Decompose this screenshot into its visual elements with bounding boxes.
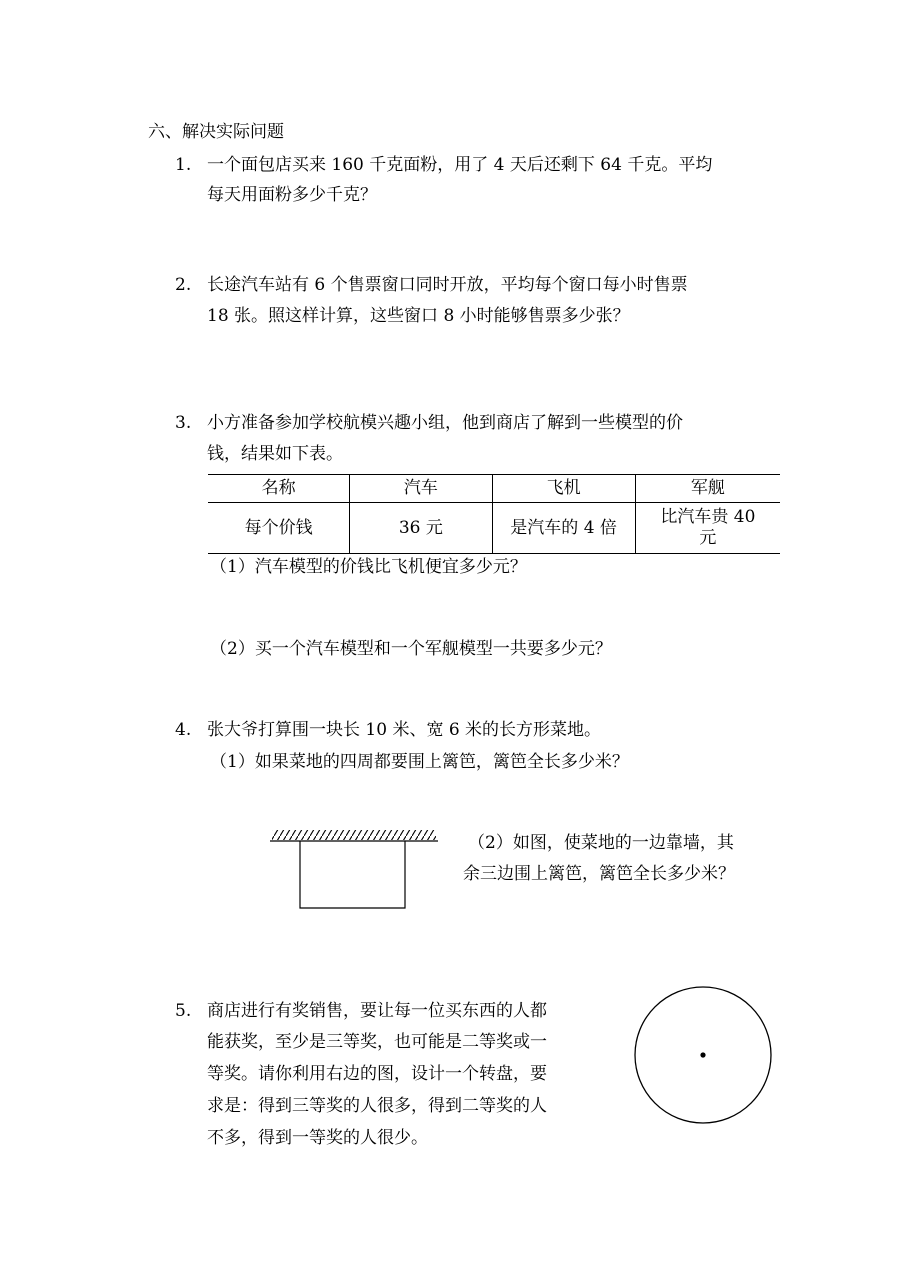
- problem-text-line: 不多，得到一等奖的人很少。: [207, 1128, 428, 1148]
- problem-text-line: 能获奖，至少是三等奖，也可能是二等奖或一: [207, 1032, 547, 1052]
- problem-text-line: 小方准备参加学校航模兴趣小组，他到商店了解到一些模型的价: [207, 413, 683, 433]
- price-table: [208, 474, 780, 554]
- problem-text-line: 商店进行有奖销售，要让每一位买东西的人都: [207, 1001, 547, 1021]
- problem-text-line: 钱，结果如下表。: [207, 444, 343, 464]
- wall-garden-diagram: [268, 826, 440, 912]
- sub-question: （1）汽车模型的价钱比飞机便宜多少元？: [210, 557, 527, 577]
- table-header-cell: 飞机: [492, 475, 635, 503]
- table-cell-line: 元: [699, 528, 717, 548]
- problem-text-line: 18 张。照这样计算，这些窗口 8 小时能够售票多少张？: [207, 306, 630, 326]
- problem-text-line: 长途汽车站有 6 个售票窗口同时开放，平均每个窗口每小时售票: [207, 275, 688, 295]
- problem-number: 3.: [175, 413, 192, 433]
- wall-hatching: [272, 830, 436, 840]
- problem-text-line: 张大爷打算围一块长 10 米、宽 6 米的长方形菜地。: [207, 720, 602, 740]
- table-header-cell: 军舰: [635, 475, 780, 503]
- table-row: [208, 503, 780, 554]
- problem-text-line: 一个面包店买来 160 千克面粉，用了 4 天后还剩下 64 千克。平均: [207, 155, 713, 175]
- problem-text-line: 求是：得到三等奖的人很多，得到二等奖的人: [207, 1096, 547, 1116]
- table-header-cell: 名称: [208, 475, 350, 503]
- sub-question: （2）买一个汽车模型和一个军舰模型一共要多少元？: [210, 639, 612, 659]
- problem-text-line: 等奖。请你利用右边的图，设计一个转盘，要: [207, 1064, 547, 1084]
- sub-question-line: （2）如图，使菜地的一边靠墙，其: [468, 833, 734, 853]
- table-cell: 是汽车的 4 倍: [492, 503, 635, 554]
- problem-number: 4.: [175, 720, 192, 740]
- problem-number: 1.: [175, 155, 192, 175]
- table-cell: [635, 503, 780, 554]
- spinner-center-dot: [700, 1052, 705, 1057]
- problem-number: 2.: [175, 275, 192, 295]
- table-header-row: [208, 475, 780, 503]
- problem-text-line: 每天用面粉多少千克？: [207, 185, 377, 205]
- section-title: 六、解决实际问题: [148, 122, 284, 142]
- garden-fence: [300, 841, 405, 908]
- table-header-cell: 汽车: [350, 475, 492, 503]
- problem-number: 5.: [175, 1001, 192, 1021]
- spinner-circle-diagram: [630, 984, 776, 1130]
- table-cell: 36 元: [350, 503, 492, 554]
- sub-question: （1）如果菜地的四周都要围上篱笆，篱笆全长多少米？: [210, 752, 629, 772]
- sub-question-line: 余三边围上篱笆，篱笆全长多少米？: [463, 864, 735, 884]
- table-cell-line: 比汽车贵 40: [660, 507, 756, 527]
- table-cell: 每个价钱: [208, 503, 350, 554]
